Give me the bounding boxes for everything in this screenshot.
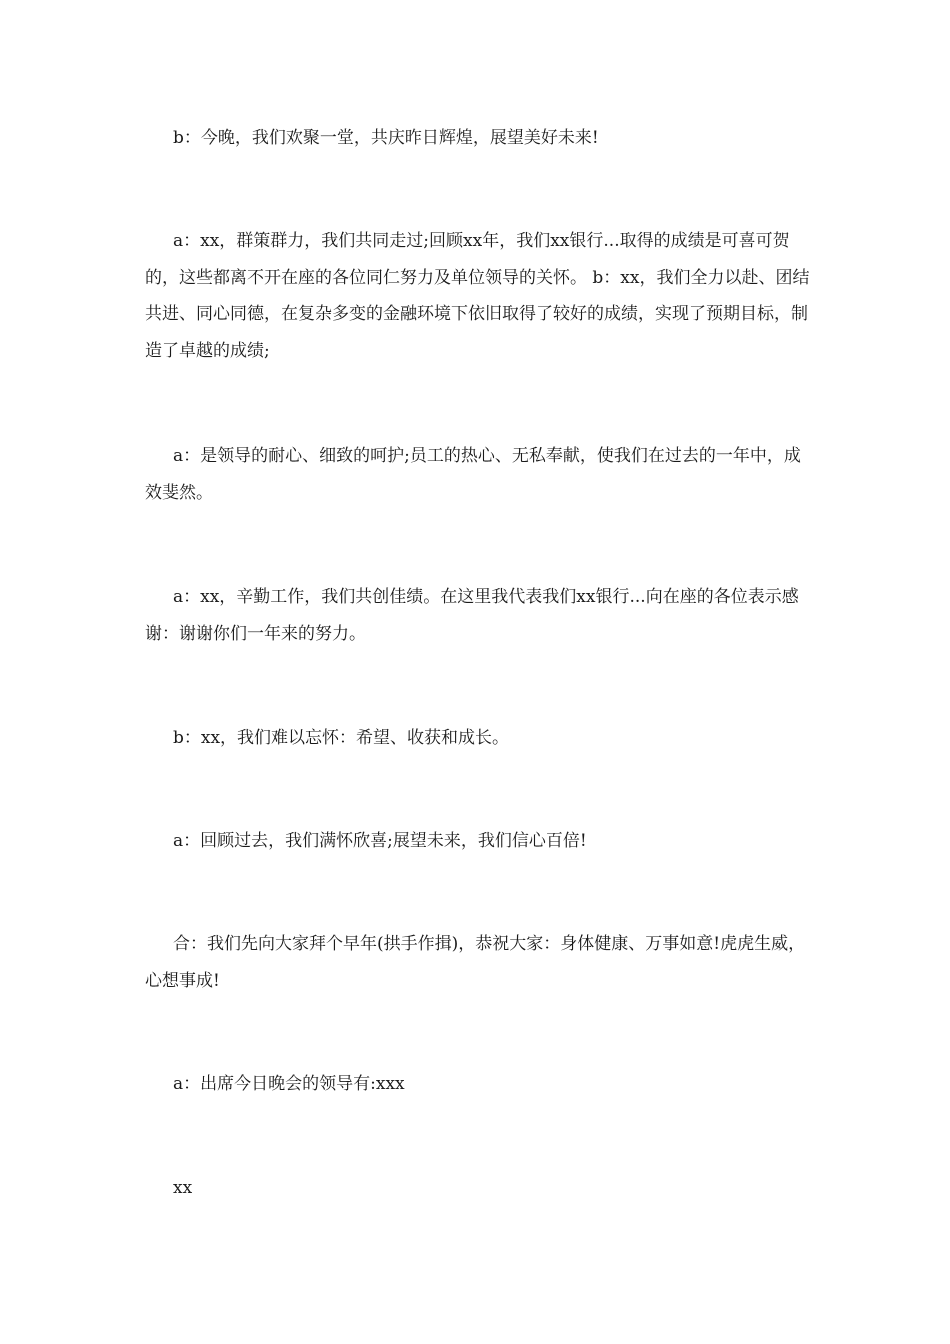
script-line-b-opening: b：今晚，我们欢聚一堂，共庆昨日辉煌，展望美好未来! (173, 128, 599, 148)
script-line-guest-name: xx (173, 1178, 193, 1198)
script-line-a-thanks: a：xx，辛勤工作，我们共创佳绩。在这里我代表我们xx银行...向在座的各位表示感谢：谢谢你们一年来的努力。 (145, 587, 799, 644)
script-line-a-guests: a：出席今日晚会的领导有:xxx (173, 1074, 405, 1094)
script-line-a-leadership: a：是领导的耐心、细致的呵护;员工的热心、无私奉献，使我们在过去的一年中，成效斐然。 (145, 446, 801, 503)
script-line-together-greeting: 合：我们先向大家拜个早年(拱手作揖)，恭祝大家：身体健康、万事如意!虎虎生威，心想事成! (145, 934, 806, 991)
script-line-a-future: a：回顾过去，我们满怀欣喜;展望未来，我们信心百倍! (173, 831, 587, 851)
script-line-a-review: a：xx，群策群力，我们共同走过;回顾xx年，我们xx银行...取得的成绩是可喜可贺的，这些都离不开在座的各位同仁努力及单位领导的关怀。 b：xx，我们全力以赴、团结共进、同心同德，在复杂多变的金融环境下依旧取得了较好的成绩，实现了预期目标，制造了卓越的成绩; (145, 231, 810, 361)
script-line-b-memories: b：xx，我们难以忘怀：希望、收获和成长。 (173, 728, 510, 748)
